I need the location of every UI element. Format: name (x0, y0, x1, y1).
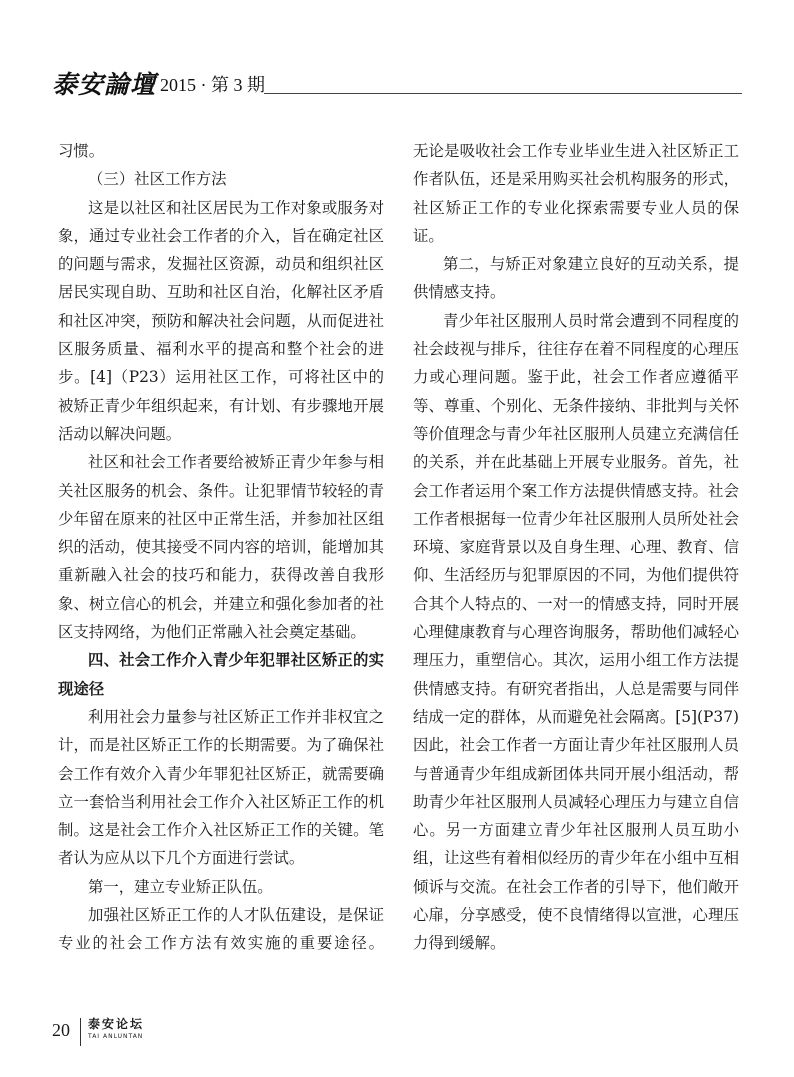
left-column-paragraph: 社区和社会工作者要给被矫正青少年参与相关社区服务的机会、条件。让犯罪情节较轻的青少年留在原来的社区中正常生活，并参加社区组织的活动，使其接受不同内容的培训，能增加其重新融入社会的技巧和能力，获得改善自我形象、树立信心的机会，并建立和强化参加者的社区支持网络，为他们正常融入社会奠定基础。 (58, 453, 384, 642)
page-number: 20 (52, 1020, 70, 1040)
footer-divider (80, 1018, 81, 1046)
header-rule (264, 93, 742, 94)
page-header (52, 70, 742, 100)
footer-journal-name-en: TAI ANLUNTAN (88, 1033, 144, 1040)
left-column-paragraph: （三）社区工作方法 (88, 170, 227, 189)
left-column-paragraph: 加强社区矫正工作的人才队伍建设，是保证专业的社会工作方法有效实施的重要途径。 (58, 906, 384, 953)
left-column-paragraph: 四、社会工作介入青少年犯罪社区矫正的实现途径 (58, 651, 384, 698)
right-text-column (413, 137, 739, 958)
issue-label: 2015 · 第 3 期 (160, 75, 265, 95)
journal-logo: 泰安論壇 (52, 70, 157, 99)
page-footer (52, 1016, 252, 1052)
left-column-paragraph: 第一，建立专业矫正队伍。 (88, 877, 273, 896)
right-column-paragraph: 青少年社区服刑人员时常会遭到不同程度的社会歧视与排斥，往往存在着不同程度的心理压力或心理问题。鉴于此，社会工作者应遵循平等、尊重、个别化、无条件接纳、非批判与关怀等价值理念与青少年社区服刑人员建立充满信任的关系，并在此基础上开展专业服务。首先，社会工作者运用个案工作方法提供情感支持。社会工作者根据每一位青少年社区服刑人员所处社会环境、家庭背景以及自身生理、心理、教育、信仰、生活经历与犯罪原因的不同，为他们提供符合其个人特点的、一对一的情感支持，同时开展心理健康教育与心理咨询服务，帮助他们减轻心理压力，重塑信心。其次，运用小组工作方法提供情感支持。有研究者指出，人总是需要与同伴结成一定的群体，从而避免社会隔离。[5](P37) 因此，社会工作者一方面让青少年社区服刑人员与普通青少年组成新团体共同开展小组活动，帮助青少年社区服刑人员减轻心理压力与建立自信心。另一方面建立青少年社区服刑人员互助小组，让这些有着相似经历的青少年在小组中互相倾诉与交流。在社会工作者的引导下，他们敞开心扉，分享感受，使不良情绪得以宣泄，心理压力得到缓解。 (413, 311, 739, 953)
right-column-paragraph: 无论是吸收社会工作专业毕业生进入社区矫正工作者队伍，还是采用购买社会机构服务的形式，社区矫正工作的专业化探索需要专业人员的保证。 (413, 142, 739, 245)
left-column-paragraph: 利用社会力量参与社区矫正工作并非权宜之计，而是社区矫正工作的长期需要。为了确保社会工作有效介入青少年罪犯社区矫正，就需要确立一套恰当利用社会工作介入社区矫正工作的机制。这是社会工作介入社区矫正工作的关键。笔者认为应从以下几个方面进行尝试。 (58, 707, 384, 868)
left-column-paragraph: 习惯。 (58, 142, 105, 160)
footer-journal-name: 泰安论坛 (88, 1017, 145, 1031)
left-column-paragraph: 这是以社区和社区居民为工作对象或服务对象，通过专业社会工作者的介入，旨在确定社区的问题与需求，发掘社区资源，动员和组织社区居民实现自助、互助和社区自治，化解社区矛盾和社区冲突，预防和解决社会问题，从而促进社区服务质量、福利水平的提高和整个社会的进步。[4]（P23）运用社区工作，可将社区中的被矫正青少年组织起来，有计划、有步骤地开展活动以解决问题。 (58, 198, 384, 443)
right-column-paragraph: 第二，与矫正对象建立良好的互动关系，提供情感支持。 (413, 255, 739, 302)
left-text-column (58, 137, 384, 958)
